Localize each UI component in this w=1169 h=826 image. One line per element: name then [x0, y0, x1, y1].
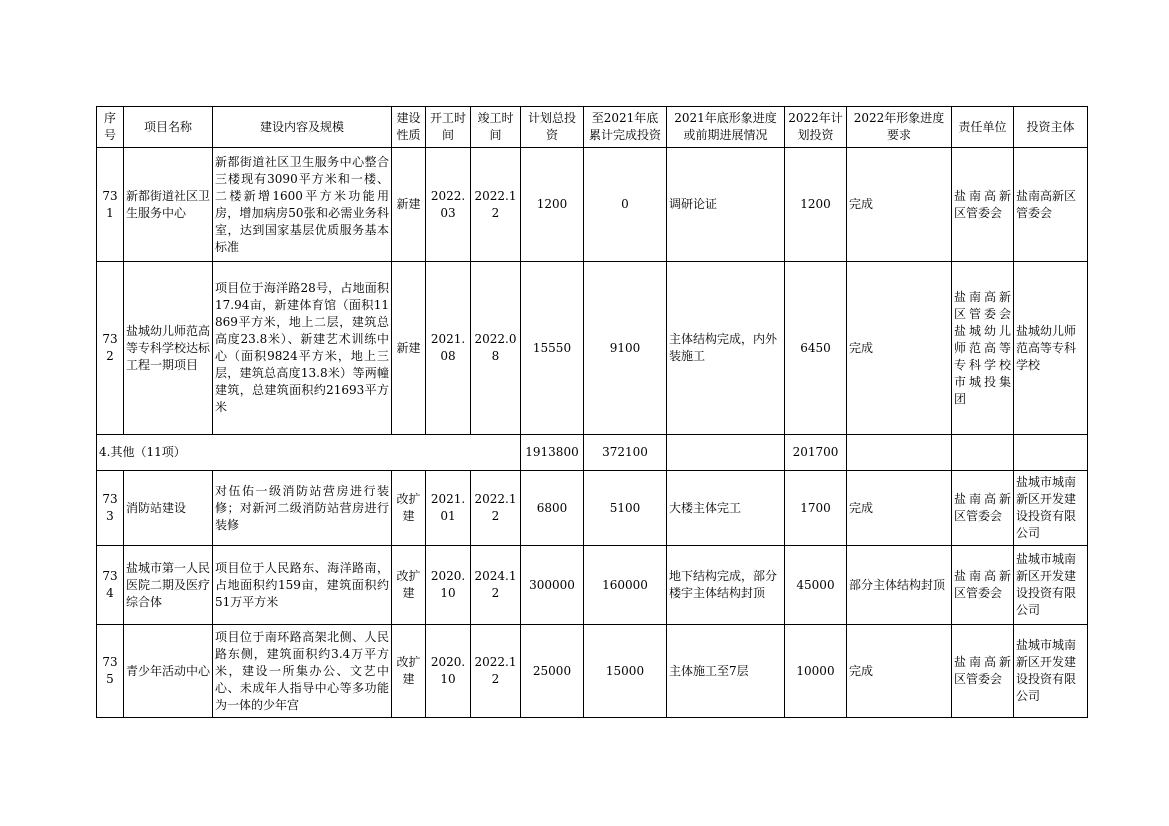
cell-start: 2021.08	[426, 262, 471, 435]
cell-end: 2022.12	[471, 471, 521, 546]
header-plan-2022: 2022年计划投资	[785, 107, 847, 148]
header-progress-2021: 2021年底形象进度或前期进展情况	[667, 107, 785, 148]
cell-unit: 盐南高新区管委会	[952, 625, 1014, 718]
section-unit-empty	[952, 435, 1014, 471]
section-done-2021: 372100	[584, 435, 667, 471]
cell-content: 新都街道社区卫生服务中心整合三楼现有3090平方米和一楼、二楼新增1600平方米功能用房，增加病房50张和必需业务科室，达到国家基层优质服务基本标准	[213, 148, 392, 262]
cell-progress-2021: 主体施工至7层	[667, 625, 785, 718]
cell-req-2022: 完成	[847, 262, 952, 435]
header-req-2022: 2022年形象进度要求	[847, 107, 952, 148]
header-nature: 建设性质	[392, 107, 426, 148]
cell-plan-total: 6800	[521, 471, 584, 546]
cell-name: 盐城市第一人民医院二期及医疗综合体	[124, 546, 213, 625]
table-row	[97, 471, 1088, 546]
cell-seq: 731	[97, 148, 124, 262]
cell-seq: 735	[97, 625, 124, 718]
section-req-empty	[847, 435, 952, 471]
cell-investor: 盐城市城南新区开发建设投资有限公司	[1014, 546, 1088, 625]
cell-done-2021: 160000	[584, 546, 667, 625]
section-plan-2022: 201700	[785, 435, 847, 471]
cell-req-2022: 部分主体结构封顶	[847, 546, 952, 625]
section-row	[97, 435, 1088, 471]
section-plan-total: 1913800	[521, 435, 584, 471]
cell-seq: 732	[97, 262, 124, 435]
cell-end: 2024.12	[471, 546, 521, 625]
cell-nature: 改扩建	[392, 625, 426, 718]
section-progress-empty	[667, 435, 785, 471]
header-end: 竣工时间	[471, 107, 521, 148]
cell-nature: 新建	[392, 148, 426, 262]
cell-end: 2022.08	[471, 262, 521, 435]
cell-nature: 改扩建	[392, 546, 426, 625]
cell-content: 项目位于海洋路28号，占地面积17.94亩，新建体育馆（面积11869平方米，地上二层，建筑总高度23.8米）、新建艺术训练中心（面积9824平方米，地上三层，建筑总高度13.8米）等两幢建筑，总建筑面积约21693平方米	[213, 262, 392, 435]
cell-start: 2020.10	[426, 625, 471, 718]
cell-end: 2022.12	[471, 625, 521, 718]
header-seq: 序号	[97, 107, 124, 148]
cell-plan-total: 300000	[521, 546, 584, 625]
project-table	[96, 106, 1088, 718]
header-unit: 责任单位	[952, 107, 1014, 148]
cell-unit: 盐南高新区管委会	[952, 148, 1014, 262]
cell-plan-2022: 1200	[785, 148, 847, 262]
header-name: 项目名称	[124, 107, 213, 148]
table-row	[97, 148, 1088, 262]
cell-plan-2022: 45000	[785, 546, 847, 625]
table-row	[97, 546, 1088, 625]
header-done-2021: 至2021年底累计完成投资	[584, 107, 667, 148]
cell-name: 消防站建设	[124, 471, 213, 546]
cell-name: 青少年活动中心	[124, 625, 213, 718]
cell-plan-2022: 6450	[785, 262, 847, 435]
cell-req-2022: 完成	[847, 625, 952, 718]
cell-unit: 盐南高新区管委会盐城幼儿师范高等专科学校市城投集团	[952, 262, 1014, 435]
header-plan-total: 计划总投资	[521, 107, 584, 148]
header-investor: 投资主体	[1014, 107, 1088, 148]
cell-plan-total: 25000	[521, 625, 584, 718]
cell-name: 新都街道社区卫生服务中心	[124, 148, 213, 262]
cell-investor: 盐南高新区管委会	[1014, 148, 1088, 262]
cell-progress-2021: 调研论证	[667, 148, 785, 262]
project-table-container	[96, 106, 1088, 718]
cell-progress-2021: 主体结构完成，内外装施工	[667, 262, 785, 435]
cell-end: 2022.12	[471, 148, 521, 262]
cell-unit: 盐南高新区管委会	[952, 471, 1014, 546]
cell-seq: 733	[97, 471, 124, 546]
cell-done-2021: 0	[584, 148, 667, 262]
cell-progress-2021: 地下结构完成，部分楼宇主体结构封顶	[667, 546, 785, 625]
cell-content: 对伍佑一级消防站营房进行装修；对新河二级消防站营房进行装修	[213, 471, 392, 546]
table-row	[97, 262, 1088, 435]
cell-nature: 新建	[392, 262, 426, 435]
cell-investor: 盐城幼儿师范高等专科学校	[1014, 262, 1088, 435]
cell-req-2022: 完成	[847, 148, 952, 262]
cell-progress-2021: 大楼主体完工	[667, 471, 785, 546]
header-content: 建设内容及规模	[213, 107, 392, 148]
cell-start: 2020.10	[426, 546, 471, 625]
cell-plan-2022: 1700	[785, 471, 847, 546]
cell-unit: 盐南高新区管委会	[952, 546, 1014, 625]
table-row	[97, 625, 1088, 718]
cell-done-2021: 9100	[584, 262, 667, 435]
cell-name: 盐城幼儿师范高等专科学校达标工程一期项目	[124, 262, 213, 435]
cell-req-2022: 完成	[847, 471, 952, 546]
cell-plan-total: 1200	[521, 148, 584, 262]
cell-done-2021: 5100	[584, 471, 667, 546]
section-investor-empty	[1014, 435, 1088, 471]
header-row	[97, 107, 1088, 148]
cell-content: 项目位于南环路高架北侧、人民路东侧，建筑面积约3.4万平方米，建设一所集办公、文艺中心、未成年人指导中心等多功能为一体的少年宫	[213, 625, 392, 718]
cell-nature: 改扩建	[392, 471, 426, 546]
cell-seq: 734	[97, 546, 124, 625]
section-label: 4.其他（11项）	[97, 435, 521, 471]
cell-start: 2021.01	[426, 471, 471, 546]
cell-plan-2022: 10000	[785, 625, 847, 718]
cell-start: 2022.03	[426, 148, 471, 262]
cell-plan-total: 15550	[521, 262, 584, 435]
header-start: 开工时间	[426, 107, 471, 148]
cell-done-2021: 15000	[584, 625, 667, 718]
cell-investor: 盐城市城南新区开发建设投资有限公司	[1014, 625, 1088, 718]
cell-content: 项目位于人民路东、海洋路南，占地面积约159亩，建筑面积约51万平方米	[213, 546, 392, 625]
cell-investor: 盐城市城南新区开发建设投资有限公司	[1014, 471, 1088, 546]
